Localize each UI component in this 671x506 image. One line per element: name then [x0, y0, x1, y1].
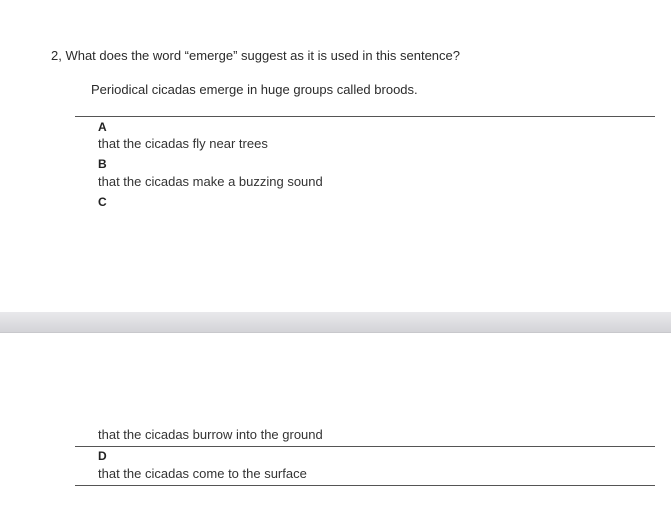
choice-b-text[interactable]: that the cicadas make a buzzing sound	[98, 174, 323, 189]
choice-c-letter: C	[98, 195, 107, 209]
divider-top	[75, 116, 655, 117]
choice-a-text[interactable]: that the cicadas fly near trees	[98, 136, 268, 151]
question-text: 2, What does the word “emerge” suggest as it is used in this sentence?	[51, 48, 460, 63]
choice-c-text[interactable]: that the cicadas burrow into the ground	[98, 427, 323, 442]
divider-c-d	[75, 446, 655, 447]
choice-b-letter: B	[98, 157, 107, 171]
choice-a-letter: A	[98, 120, 107, 134]
choice-d-letter: D	[98, 449, 107, 463]
divider-bottom	[75, 485, 655, 486]
passage-sentence: Periodical cicadas emerge in huge groups called broods.	[91, 82, 418, 97]
page-break	[0, 312, 671, 333]
choice-d-text[interactable]: that the cicadas come to the surface	[98, 466, 307, 481]
